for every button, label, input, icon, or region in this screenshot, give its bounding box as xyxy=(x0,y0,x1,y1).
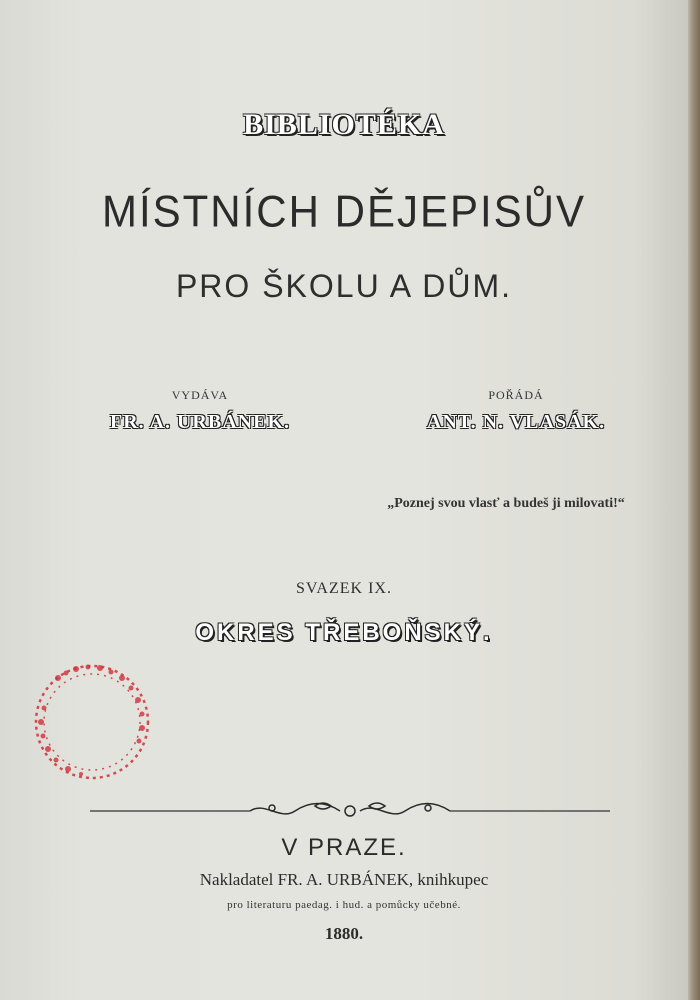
page-edge xyxy=(688,0,700,1000)
series-title-library: BIBLIOTÉKA xyxy=(243,108,445,141)
library-stamp-icon xyxy=(14,648,164,798)
editor-credit xyxy=(396,388,636,434)
publisher-label: VYDÁVA xyxy=(171,388,229,402)
series-title-main: MÍSTNÍCH DĚJEPISŮV xyxy=(101,186,587,237)
ornamental-divider-icon xyxy=(90,796,610,826)
series-subtitle: PRO ŠKOLU A DŮM. xyxy=(175,268,513,304)
publisher-credit xyxy=(80,388,320,434)
imprint-year: 1880. xyxy=(324,924,364,943)
publisher-name: FR. A. URBÁNEK. xyxy=(109,411,290,433)
volume-number: SVAZEK IX. xyxy=(296,580,392,597)
imprint-publisher: Nakladatel FR. A. URBÁNEK, knihkupec xyxy=(199,870,489,889)
editor-label: POŘÁDÁ xyxy=(488,388,544,402)
volume-title: OKRES TŘEBOŇSKÝ. xyxy=(195,619,493,646)
motto: „Poznej svou vlasť a budeš ji milovati!“ xyxy=(387,496,625,511)
editor-name: ANT. N. VLASÁK. xyxy=(426,411,606,433)
imprint-city: V PRAZE. xyxy=(281,834,407,861)
imprint-tagline: pro literaturu paedag. i hud. a pomůcky učebné. xyxy=(227,899,461,911)
